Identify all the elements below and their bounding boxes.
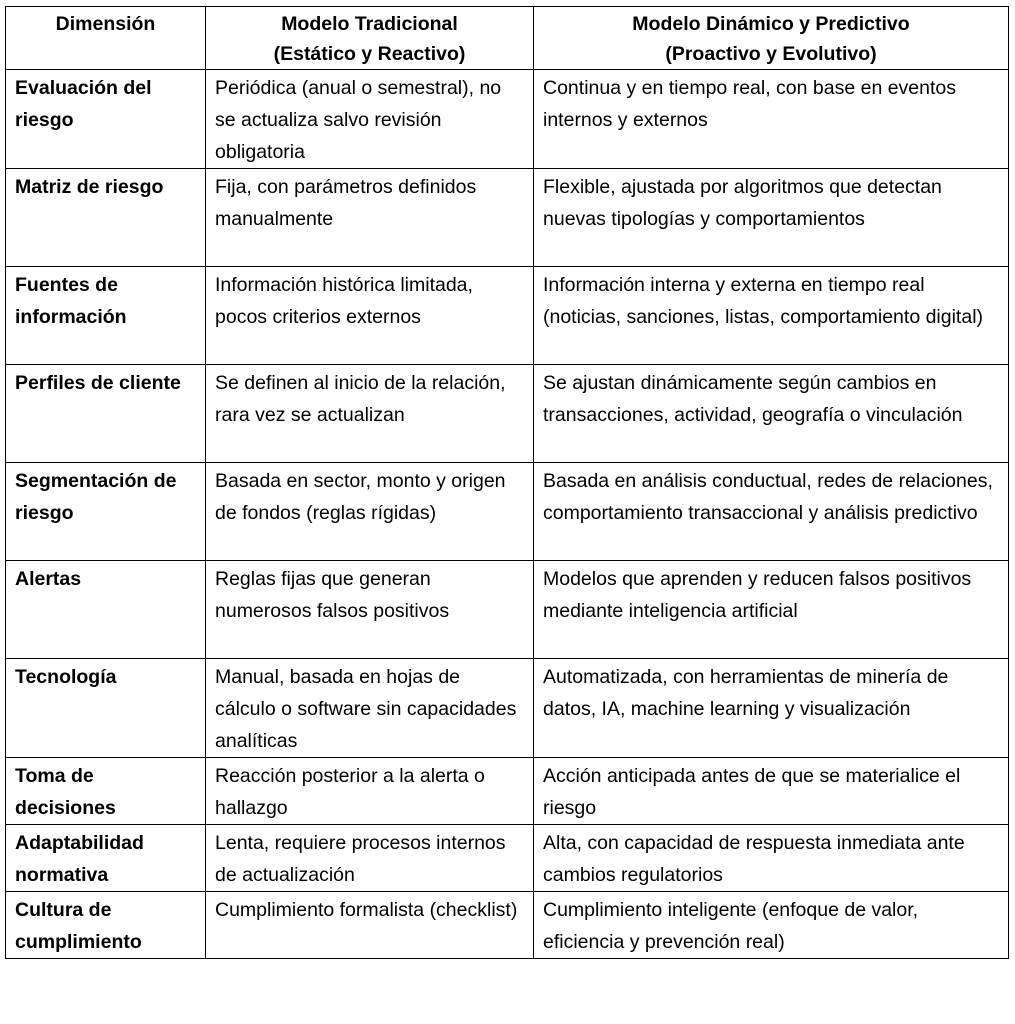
dimension-cell: Evaluación del riesgo <box>6 70 206 169</box>
header-dimension <box>6 7 206 70</box>
dynamic-cell: Cumplimiento inteligente (enfoque de valor, eficiencia y prevención real) <box>534 892 1009 959</box>
dynamic-cell: Modelos que aprenden y reducen falsos positivos mediante inteligencia artificial <box>534 561 1009 659</box>
dimension-cell: Fuentes de información <box>6 267 206 365</box>
dimension-cell: Tecnología <box>6 659 206 758</box>
dimension-cell: Alertas <box>6 561 206 659</box>
dynamic-cell: Alta, con capacidad de respuesta inmediata ante cambios regulatorios <box>534 825 1009 892</box>
dynamic-cell: Información interna y externa en tiempo real (noticias, sanciones, listas, comportamiento digital) <box>534 267 1009 365</box>
header-dimension-label: Dimensión <box>55 13 156 35</box>
traditional-cell: Basada en sector, monto y origen de fondos (reglas rígidas) <box>206 463 534 561</box>
table-row <box>6 892 1009 959</box>
table-row <box>6 267 1009 365</box>
dynamic-cell: Basada en análisis conductual, redes de relaciones, comportamiento transaccional y análisis predictivo <box>534 463 1009 561</box>
table-row <box>6 70 1009 169</box>
traditional-cell: Reacción posterior a la alerta o hallazgo <box>206 758 534 825</box>
dimension-cell: Segmentación de riesgo <box>6 463 206 561</box>
dimension-cell: Toma de decisiones <box>6 758 206 825</box>
dimension-cell: Matriz de riesgo <box>6 169 206 267</box>
table-row <box>6 659 1009 758</box>
traditional-cell: Lenta, requiere procesos internos de actualización <box>206 825 534 892</box>
header-traditional <box>206 7 534 70</box>
dimension-cell: Perfiles de cliente <box>6 365 206 463</box>
traditional-cell: Periódica (anual o semestral), no se actualiza salvo revisión obligatoria <box>206 70 534 169</box>
dynamic-cell: Acción anticipada antes de que se materialice el riesgo <box>534 758 1009 825</box>
dimension-cell: Adaptabilidad normativa <box>6 825 206 892</box>
traditional-cell: Fija, con parámetros definidos manualmente <box>206 169 534 267</box>
header-dynamic <box>534 7 1009 70</box>
table-row <box>6 758 1009 825</box>
traditional-cell: Se definen al inicio de la relación, rara vez se actualizan <box>206 365 534 463</box>
dynamic-cell: Continua y en tiempo real, con base en eventos internos y externos <box>534 70 1009 169</box>
table-row <box>6 463 1009 561</box>
header-traditional-subtitle: (Estático y Reactivo) <box>273 43 466 65</box>
dynamic-cell: Se ajustan dinámicamente según cambios en transacciones, actividad, geografía o vinculación <box>534 365 1009 463</box>
header-row <box>6 7 1009 70</box>
traditional-cell: Información histórica limitada, pocos criterios externos <box>206 267 534 365</box>
dynamic-cell: Flexible, ajustada por algoritmos que detectan nuevas tipologías y comportamientos <box>534 169 1009 267</box>
table-row <box>6 365 1009 463</box>
table-row <box>6 169 1009 267</box>
header-dynamic-title: Modelo Dinámico y Predictivo <box>632 13 910 35</box>
table-row <box>6 561 1009 659</box>
traditional-cell: Manual, basada en hojas de cálculo o software sin capacidades analíticas <box>206 659 534 758</box>
traditional-cell: Cumplimiento formalista (checklist) <box>206 892 534 959</box>
comparison-table <box>5 6 1009 959</box>
traditional-cell: Reglas fijas que generan numerosos falsos positivos <box>206 561 534 659</box>
header-dynamic-subtitle: (Proactivo y Evolutivo) <box>665 43 877 65</box>
table-row <box>6 825 1009 892</box>
dimension-cell: Cultura de cumplimiento <box>6 892 206 959</box>
header-traditional-title: Modelo Tradicional <box>281 13 458 35</box>
dynamic-cell: Automatizada, con herramientas de minería de datos, IA, machine learning y visualización <box>534 659 1009 758</box>
